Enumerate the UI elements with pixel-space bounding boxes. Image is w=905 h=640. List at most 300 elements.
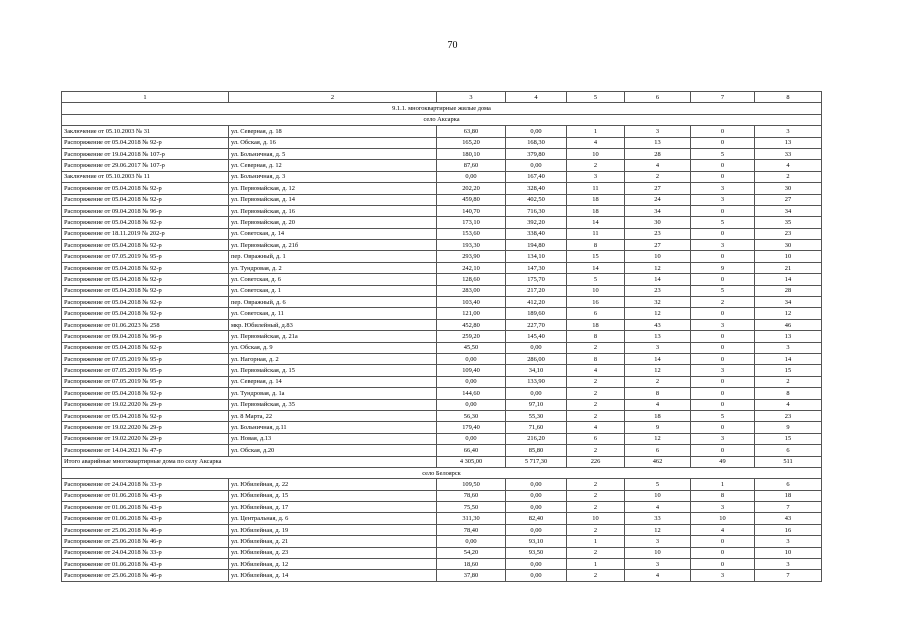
table-cell: 0 bbox=[691, 445, 755, 456]
table-cell: 3 bbox=[755, 126, 822, 137]
table-cell: 10 bbox=[567, 148, 625, 159]
table-cell: 34 bbox=[755, 205, 822, 216]
table-cell: Распоряжение от 19.02.2020 № 29-р bbox=[62, 422, 229, 433]
table-cell: ул. Больничная, д. 5 bbox=[229, 148, 437, 159]
table-cell: 8 bbox=[691, 490, 755, 501]
table-cell: 27 bbox=[625, 240, 691, 251]
table-cell: 2 bbox=[567, 570, 625, 581]
header-cell: 4 bbox=[506, 92, 567, 103]
table-cell: 3 bbox=[691, 240, 755, 251]
header-cell: 3 bbox=[437, 92, 506, 103]
table-cell: Распоряжение от 29.06.2017 № 107-р bbox=[62, 160, 229, 171]
table-cell: 2 bbox=[567, 502, 625, 513]
table-row bbox=[62, 524, 822, 535]
total-cell: Итого аварийные многоквартирные дома по селу Аксарка bbox=[62, 456, 437, 467]
table-cell: 1 bbox=[567, 536, 625, 547]
table-cell: мкр. Юбилейный, д.83 bbox=[229, 319, 437, 330]
table-cell: 5 bbox=[691, 217, 755, 228]
table-cell: 5 bbox=[691, 410, 755, 421]
table-cell: 0,00 bbox=[506, 559, 567, 570]
table-cell: Распоряжение от 01.06.2018 № 43-р bbox=[62, 502, 229, 513]
table-cell: 55,30 bbox=[506, 410, 567, 421]
table-cell: 293,90 bbox=[437, 251, 506, 262]
table-cell: 11 bbox=[567, 228, 625, 239]
table-cell: 0 bbox=[691, 308, 755, 319]
table-row bbox=[62, 513, 822, 524]
table-cell: 85,80 bbox=[506, 445, 567, 456]
table-cell: 216,20 bbox=[506, 433, 567, 444]
table-cell: 0 bbox=[691, 126, 755, 137]
table-cell: 35 bbox=[755, 217, 822, 228]
table-cell: 242,10 bbox=[437, 262, 506, 273]
table-row bbox=[62, 399, 822, 410]
table-cell: 145,40 bbox=[506, 331, 567, 342]
table-cell: 202,20 bbox=[437, 183, 506, 194]
table-cell: 9 bbox=[755, 422, 822, 433]
table-cell: 4 bbox=[755, 160, 822, 171]
table-cell: 193,30 bbox=[437, 240, 506, 251]
header-cell: 8 bbox=[755, 92, 822, 103]
table-cell: 27 bbox=[755, 194, 822, 205]
table-cell: 14 bbox=[625, 353, 691, 364]
table-cell: 6 bbox=[625, 445, 691, 456]
table-cell: 24 bbox=[625, 194, 691, 205]
table-cell: 2 bbox=[567, 160, 625, 171]
table-cell: Распоряжение от 24.04.2018 № 33-р bbox=[62, 479, 229, 490]
table-cell: 6 bbox=[755, 445, 822, 456]
table-cell: 2 bbox=[567, 388, 625, 399]
total-cell: 4 305,00 bbox=[437, 456, 506, 467]
table-cell: 78,60 bbox=[437, 490, 506, 501]
table-cell: ул. Нагорная, д. 2 bbox=[229, 353, 437, 364]
table-cell: 402,50 bbox=[506, 194, 567, 205]
table-cell: Распоряжение от 05.04.2018 № 92-р bbox=[62, 137, 229, 148]
table-cell: 10 bbox=[755, 251, 822, 262]
table-cell: 18 bbox=[567, 205, 625, 216]
table-cell: ул. Первомайская, д. 12 bbox=[229, 183, 437, 194]
table-cell: 14 bbox=[755, 353, 822, 364]
table-cell: 0,00 bbox=[506, 502, 567, 513]
table-row bbox=[62, 205, 822, 216]
table-cell: ул. Юбилейная, д. 17 bbox=[229, 502, 437, 513]
table-cell: 7 bbox=[755, 502, 822, 513]
table-cell: 8 bbox=[755, 388, 822, 399]
table-cell: 3 bbox=[691, 319, 755, 330]
table-cell: 12 bbox=[625, 524, 691, 535]
table-cell: 338,40 bbox=[506, 228, 567, 239]
table-cell: 75,50 bbox=[437, 502, 506, 513]
table-cell: ул. Первомайская, д. 20 bbox=[229, 217, 437, 228]
table-cell: 12 bbox=[625, 308, 691, 319]
table-cell: ул. Северная, д. 18 bbox=[229, 126, 437, 137]
table-cell: 4 bbox=[755, 399, 822, 410]
table-cell: 23 bbox=[755, 410, 822, 421]
table-cell: ул. Юбилейная, д. 14 bbox=[229, 570, 437, 581]
table-cell: 0 bbox=[691, 536, 755, 547]
table-row bbox=[62, 240, 822, 251]
table-cell: 10 bbox=[625, 490, 691, 501]
table-cell: 3 bbox=[625, 126, 691, 137]
table-row bbox=[62, 228, 822, 239]
table-cell: Распоряжение от 05.04.2018 № 92-р bbox=[62, 285, 229, 296]
header-cell: 1 bbox=[62, 92, 229, 103]
table-cell: 3 bbox=[567, 171, 625, 182]
table-row bbox=[62, 490, 822, 501]
total-cell: 226 bbox=[567, 456, 625, 467]
table-cell: 13 bbox=[755, 137, 822, 148]
table-cell: 13 bbox=[625, 331, 691, 342]
table-cell: 0,00 bbox=[506, 524, 567, 535]
table-cell: 2 bbox=[567, 342, 625, 353]
table-cell: Распоряжение от 07.05.2019 № 95-р bbox=[62, 353, 229, 364]
table-row bbox=[62, 148, 822, 159]
table-cell: ул. Обская, д. 16 bbox=[229, 137, 437, 148]
table-cell: 6 bbox=[567, 433, 625, 444]
table-cell: Распоряжение от 01.06.2023 № 258 bbox=[62, 319, 229, 330]
table-cell: 283,00 bbox=[437, 285, 506, 296]
table-cell: ул. Первомайская, д. 16 bbox=[229, 205, 437, 216]
table-cell: Распоряжение от 07.05.2019 № 95-р bbox=[62, 376, 229, 387]
table-cell: ул. Первомайская, д. 15 bbox=[229, 365, 437, 376]
total-cell: 511 bbox=[755, 456, 822, 467]
table-cell: 3 bbox=[625, 536, 691, 547]
table-cell: ул. Больничная, д.11 bbox=[229, 422, 437, 433]
total-row bbox=[62, 456, 822, 467]
table-row bbox=[62, 547, 822, 558]
table-cell: 2 bbox=[625, 376, 691, 387]
table-cell: ул. Юбилейная, д. 21 bbox=[229, 536, 437, 547]
table-cell: ул. Обская, д.20 bbox=[229, 445, 437, 456]
total-cell: 49 bbox=[691, 456, 755, 467]
table-cell: 30 bbox=[755, 240, 822, 251]
table-cell: 2 bbox=[567, 410, 625, 421]
table-cell: 4 bbox=[691, 524, 755, 535]
table-cell: 11 bbox=[567, 183, 625, 194]
table-cell: Распоряжение от 14.04.2021 № 47-р bbox=[62, 445, 229, 456]
table-cell: 5 bbox=[567, 274, 625, 285]
table-row bbox=[62, 251, 822, 262]
table-cell: ул. Юбилейная, д. 12 bbox=[229, 559, 437, 570]
table-row bbox=[62, 160, 822, 171]
table-cell: 121,00 bbox=[437, 308, 506, 319]
table-cell: 134,10 bbox=[506, 251, 567, 262]
table-cell: 66,40 bbox=[437, 445, 506, 456]
table-cell: 4 bbox=[567, 137, 625, 148]
section-title: 9.1.1. многоквартирные жилые дома bbox=[62, 103, 822, 114]
header-cell: 5 bbox=[567, 92, 625, 103]
table-cell: 3 bbox=[691, 502, 755, 513]
table-cell: 8 bbox=[625, 388, 691, 399]
table-cell: ул. Больничная, д. 3 bbox=[229, 171, 437, 182]
table-cell: 165,20 bbox=[437, 137, 506, 148]
table-cell: ул. Первомайская, д. 21а bbox=[229, 331, 437, 342]
table-cell: 18 bbox=[625, 410, 691, 421]
table-cell: 6 bbox=[755, 479, 822, 490]
table-cell: 0 bbox=[691, 399, 755, 410]
table-cell: Заключение от 05.10.2003 № 11 bbox=[62, 171, 229, 182]
table-cell: ул. Первомайская, д. 21б bbox=[229, 240, 437, 251]
table-cell: пер. Овражный, д. 6 bbox=[229, 297, 437, 308]
table-cell: 82,40 bbox=[506, 513, 567, 524]
table-cell: 328,40 bbox=[506, 183, 567, 194]
table-cell: 23 bbox=[625, 285, 691, 296]
table-cell: 93,10 bbox=[506, 536, 567, 547]
table-cell: 1 bbox=[567, 126, 625, 137]
table-row bbox=[62, 171, 822, 182]
table-cell: 5 bbox=[691, 285, 755, 296]
table-cell: 2 bbox=[755, 171, 822, 182]
table-cell: 43 bbox=[625, 319, 691, 330]
table-row bbox=[62, 183, 822, 194]
table-cell: 32 bbox=[625, 297, 691, 308]
table-cell: 34 bbox=[625, 205, 691, 216]
group-title: село Аксарка bbox=[62, 114, 822, 125]
table-cell: 0 bbox=[691, 137, 755, 148]
table-cell: Заключение от 05.10.2003 № 31 bbox=[62, 126, 229, 137]
table-cell: 0,00 bbox=[437, 399, 506, 410]
table-cell: Распоряжение от 05.04.2018 № 92-р bbox=[62, 217, 229, 228]
table-cell: ул. Юбилейная, д. 22 bbox=[229, 479, 437, 490]
table-cell: 2 bbox=[567, 479, 625, 490]
table-cell: Распоряжение от 05.04.2018 № 92-р bbox=[62, 274, 229, 285]
table-cell: 2 bbox=[567, 490, 625, 501]
table-cell: 6 bbox=[567, 308, 625, 319]
table-cell: ул. Центральная, д. 6 bbox=[229, 513, 437, 524]
header-cell: 7 bbox=[691, 92, 755, 103]
table-cell: 71,60 bbox=[506, 422, 567, 433]
table-cell: 0 bbox=[691, 171, 755, 182]
table-cell: Распоряжение от 05.04.2018 № 92-р bbox=[62, 194, 229, 205]
table-cell: Распоряжение от 25.06.2018 № 46-р bbox=[62, 524, 229, 535]
table-cell: 10 bbox=[691, 513, 755, 524]
table-cell: 227,70 bbox=[506, 319, 567, 330]
table-row bbox=[62, 410, 822, 421]
header-cell: 2 bbox=[229, 92, 437, 103]
table-cell: 0 bbox=[691, 376, 755, 387]
table-cell: 128,60 bbox=[437, 274, 506, 285]
table-cell: 0,00 bbox=[506, 126, 567, 137]
table-cell: 3 bbox=[691, 570, 755, 581]
table-cell: 7 bbox=[755, 570, 822, 581]
table-cell: 311,30 bbox=[437, 513, 506, 524]
table-cell: 18,60 bbox=[437, 559, 506, 570]
table-cell: 14 bbox=[755, 274, 822, 285]
table-cell: Распоряжение от 19.02.2020 № 29-р bbox=[62, 399, 229, 410]
table-cell: 8 bbox=[567, 353, 625, 364]
table-cell: 716,30 bbox=[506, 205, 567, 216]
table-row bbox=[62, 308, 822, 319]
table-cell: 5 bbox=[625, 479, 691, 490]
table-cell: 140,70 bbox=[437, 205, 506, 216]
table-cell: 33 bbox=[755, 148, 822, 159]
table-cell: Распоряжение от 05.04.2018 № 92-р bbox=[62, 410, 229, 421]
table-cell: Распоряжение от 01.06.2018 № 43-р bbox=[62, 513, 229, 524]
table-cell: 1 bbox=[567, 559, 625, 570]
table-cell: Распоряжение от 07.05.2019 № 95-р bbox=[62, 365, 229, 376]
table-cell: 28 bbox=[625, 148, 691, 159]
table-cell: 54,20 bbox=[437, 547, 506, 558]
table-cell: 217,20 bbox=[506, 285, 567, 296]
table-row bbox=[62, 388, 822, 399]
table-cell: 4 bbox=[625, 502, 691, 513]
table-cell: 3 bbox=[691, 365, 755, 376]
table-cell: 15 bbox=[567, 251, 625, 262]
table-cell: Распоряжение от 09.04.2018 № 96-р bbox=[62, 331, 229, 342]
table-cell: 5 bbox=[691, 148, 755, 159]
table-cell: 2 bbox=[567, 524, 625, 535]
table-cell: 0,00 bbox=[506, 160, 567, 171]
table-cell: ул. Тундровая, д. 2 bbox=[229, 262, 437, 273]
table-cell: 10 bbox=[755, 547, 822, 558]
table-cell: 168,30 bbox=[506, 137, 567, 148]
table-row bbox=[62, 536, 822, 547]
total-cell: 462 bbox=[625, 456, 691, 467]
table-cell: 392,20 bbox=[506, 217, 567, 228]
table-cell: 16 bbox=[755, 524, 822, 535]
table-cell: 97,10 bbox=[506, 399, 567, 410]
table-cell: ул. Советская, д. 14 bbox=[229, 228, 437, 239]
table-cell: Распоряжение от 19.04.2018 № 107-р bbox=[62, 148, 229, 159]
table-cell: 0 bbox=[691, 388, 755, 399]
table-row bbox=[62, 342, 822, 353]
table-cell: 3 bbox=[625, 559, 691, 570]
table-cell: 0 bbox=[691, 353, 755, 364]
table-cell: 18 bbox=[755, 490, 822, 501]
table-cell: 412,20 bbox=[506, 297, 567, 308]
table-row bbox=[62, 570, 822, 581]
group-row bbox=[62, 467, 822, 478]
table-cell: 15 bbox=[755, 365, 822, 376]
section-title-row bbox=[62, 103, 822, 114]
table-cell: 28 bbox=[755, 285, 822, 296]
table-cell: 459,80 bbox=[437, 194, 506, 205]
table-cell: 173,10 bbox=[437, 217, 506, 228]
table-row bbox=[62, 126, 822, 137]
table-cell: 0,00 bbox=[437, 376, 506, 387]
table-row bbox=[62, 217, 822, 228]
table-row bbox=[62, 194, 822, 205]
table-cell: 0,00 bbox=[506, 342, 567, 353]
table-cell: Распоряжение от 01.06.2018 № 43-р bbox=[62, 559, 229, 570]
table-cell: Распоряжение от 05.04.2018 № 92-р bbox=[62, 183, 229, 194]
table-row bbox=[62, 297, 822, 308]
table-row bbox=[62, 365, 822, 376]
table-cell: 3 bbox=[691, 433, 755, 444]
table-cell: 109,40 bbox=[437, 365, 506, 376]
table-cell: 179,40 bbox=[437, 422, 506, 433]
table-cell: 8 bbox=[567, 331, 625, 342]
table-cell: ул. Северная, д. 12 bbox=[229, 160, 437, 171]
table-cell: 12 bbox=[625, 365, 691, 376]
table-cell: 13 bbox=[755, 331, 822, 342]
table-cell: 56,30 bbox=[437, 410, 506, 421]
table-cell: 0 bbox=[691, 547, 755, 558]
table-cell: 167,40 bbox=[506, 171, 567, 182]
table-cell: 0,00 bbox=[506, 490, 567, 501]
table-cell: ул. Юбилейная, д. 19 bbox=[229, 524, 437, 535]
table-cell: 180,10 bbox=[437, 148, 506, 159]
table-cell: 0 bbox=[691, 274, 755, 285]
table-cell: 16 bbox=[567, 297, 625, 308]
table-cell: 4 bbox=[567, 422, 625, 433]
table-cell: пер. Овражный, д. 1 bbox=[229, 251, 437, 262]
table-cell: 2 bbox=[755, 376, 822, 387]
table-cell: ул. Советская, д. 6 bbox=[229, 274, 437, 285]
table-cell: 3 bbox=[755, 559, 822, 570]
table-row bbox=[62, 433, 822, 444]
table-row bbox=[62, 376, 822, 387]
table-cell: 3 bbox=[755, 536, 822, 547]
table-cell: 37,80 bbox=[437, 570, 506, 581]
table-row bbox=[62, 353, 822, 364]
table-cell: Распоряжение от 05.04.2018 № 92-р bbox=[62, 308, 229, 319]
table-cell: 3 bbox=[691, 183, 755, 194]
table-cell: 0 bbox=[691, 251, 755, 262]
table-cell: 46 bbox=[755, 319, 822, 330]
table-cell: 13 bbox=[625, 137, 691, 148]
table-cell: ул. Юбилейная, д. 15 bbox=[229, 490, 437, 501]
table-cell: 153,60 bbox=[437, 228, 506, 239]
table-cell: 2 bbox=[567, 399, 625, 410]
table-cell: 0 bbox=[691, 205, 755, 216]
table-cell: 2 bbox=[625, 171, 691, 182]
table-cell: 3 bbox=[625, 342, 691, 353]
table-cell: ул. 8 Марта, 22 bbox=[229, 410, 437, 421]
table-cell: 78,40 bbox=[437, 524, 506, 535]
table-cell: Распоряжение от 05.04.2018 № 92-р bbox=[62, 240, 229, 251]
table-cell: ул. Советская, д. 11 bbox=[229, 308, 437, 319]
table-cell: 34,10 bbox=[506, 365, 567, 376]
table-cell: 4 bbox=[625, 399, 691, 410]
table-cell: 10 bbox=[567, 513, 625, 524]
table-cell: 10 bbox=[625, 547, 691, 558]
group-row bbox=[62, 114, 822, 125]
table-cell: 2 bbox=[691, 297, 755, 308]
table-cell: 0 bbox=[691, 342, 755, 353]
table-cell: 33 bbox=[625, 513, 691, 524]
table-cell: 15 bbox=[755, 433, 822, 444]
table-cell: Распоряжение от 19.02.2020 № 29-р bbox=[62, 433, 229, 444]
table-cell: Распоряжение от 05.04.2018 № 92-р bbox=[62, 262, 229, 273]
header-cell: 6 bbox=[625, 92, 691, 103]
table-cell: ул. Северная, д. 14 bbox=[229, 376, 437, 387]
table-cell: 0 bbox=[691, 331, 755, 342]
table-cell: 45,50 bbox=[437, 342, 506, 353]
table-cell: 2 bbox=[567, 445, 625, 456]
table-cell: 18 bbox=[567, 319, 625, 330]
table-cell: 147,30 bbox=[506, 262, 567, 273]
table-cell: 12 bbox=[625, 433, 691, 444]
table-cell: 0,00 bbox=[437, 171, 506, 182]
table-cell: 63,80 bbox=[437, 126, 506, 137]
table-cell: Распоряжение от 01.06.2018 № 43-р bbox=[62, 490, 229, 501]
table-cell: 3 bbox=[755, 342, 822, 353]
table-cell: 9 bbox=[625, 422, 691, 433]
table-cell: 194,80 bbox=[506, 240, 567, 251]
table-cell: 144,60 bbox=[437, 388, 506, 399]
table-cell: 43 bbox=[755, 513, 822, 524]
table-cell: 23 bbox=[755, 228, 822, 239]
table-cell: 452,80 bbox=[437, 319, 506, 330]
table-cell: 133,90 bbox=[506, 376, 567, 387]
table-row bbox=[62, 285, 822, 296]
table-cell: 23 bbox=[625, 228, 691, 239]
header-row bbox=[62, 92, 822, 103]
table-cell: 0 bbox=[691, 228, 755, 239]
page-number: 70 bbox=[447, 40, 458, 51]
table-cell: Распоряжение от 05.04.2018 № 92-р bbox=[62, 388, 229, 399]
table-row bbox=[62, 137, 822, 148]
